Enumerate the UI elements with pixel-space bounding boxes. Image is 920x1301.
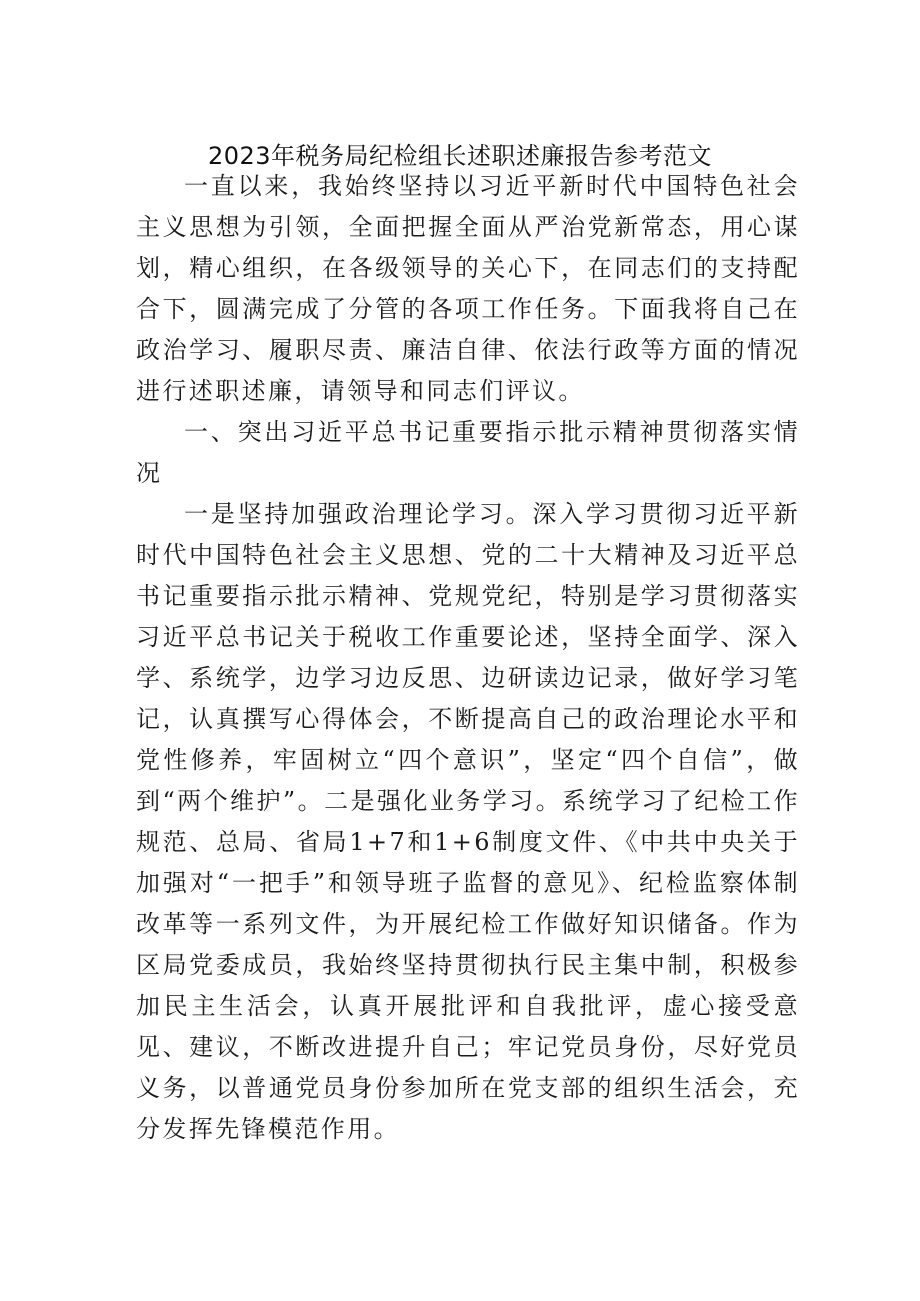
- section-paragraph: 一是坚持加强政治理论学习。深入学习贯彻习近平新时代中国特色社会主义思想、党的二十大精神及习近平总书记重要指示批示精神、党规党纪，特别是学习贯彻落实习近平总书记关于税收工作重要论述，坚持全面学、深入学、系统学，边学习边反思、边研读边记录，做好学习笔记，认真撰写心得体会，不断提高自己的政治理论水平和党性修养，牢固树立“四个意识”，坚定“四个自信”，做到“两个维护”。二是强化业务学习。系统学习了纪检工作规范、总局、省局1+7和1+6制度文件、《中共中央关于加强对“一把手”和领导班子监督的意见》、纪检监察体制改革等一系列文件，为开展纪检工作做好知识储备。作为区局党委成员，我始终坚持贯彻执行民主集中制，积极参加民主生活会，认真开展批评和自我批评，虚心接受意见、建议，不断改进提升自己；牢记党员身份，尽好党员义务，以普通党员身份参加所在党支部的组织生活会，充分发挥先锋模范作用。: [136, 500, 800, 1143]
- document-title: 2023年税务局纪检组长述职述廉报告参考范文: [207, 142, 713, 170]
- section-heading: 一、突出习近平总书记重要指示批示精神贯彻落实情况: [136, 418, 800, 487]
- document-body: [136, 166, 800, 1150]
- intro-paragraph: 一直以来，我始终坚持以习近平新时代中国特色社会主义思想为引领，全面把握全面从严治党新常态，用心谋划，精心组织，在各级领导的关心下，在同志们的支持配合下，圆满完成了分管的各项工作任务。下面我将自己在政治学习、履职尽责、廉洁自律、依法行政等方面的情况进行述职述廉，请领导和同志们评议。: [136, 172, 800, 405]
